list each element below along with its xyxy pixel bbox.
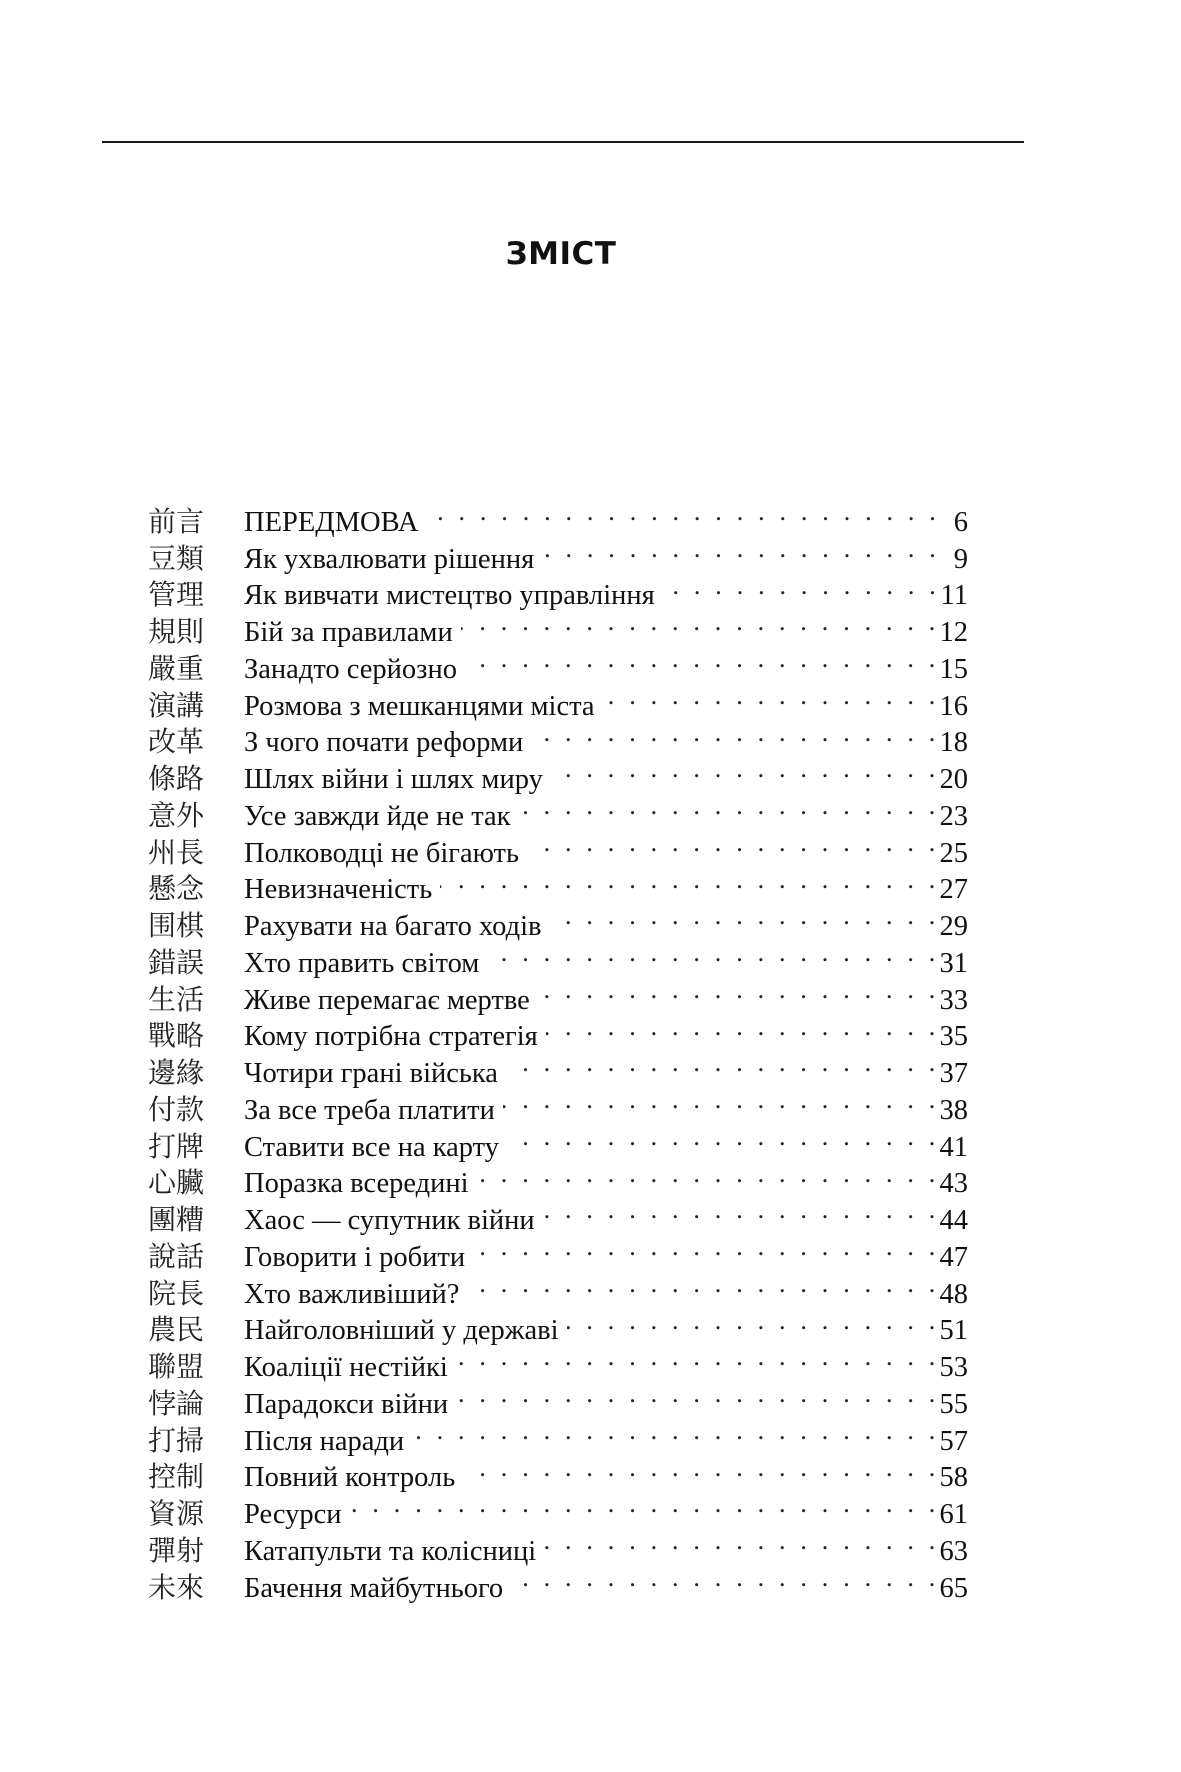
toc-entry-cjk: 規則 bbox=[148, 615, 205, 648]
toc-entry-page: 31 bbox=[939, 947, 968, 979]
toc-entry-page: 48 bbox=[939, 1278, 968, 1310]
toc-entry-page: 20 bbox=[939, 764, 968, 795]
toc-entry-title: Хто важливіший? bbox=[244, 1278, 460, 1310]
toc-entry-cjk: 彈射 bbox=[148, 1533, 205, 1567]
toc-entry-cjk: 生活 bbox=[148, 982, 205, 1016]
toc-entry-cjk: 管理 bbox=[148, 578, 205, 612]
toc-entry-page: 18 bbox=[939, 727, 968, 759]
page-title: ЗМІСТ bbox=[505, 236, 617, 272]
toc-entry-leader bbox=[519, 788, 940, 825]
toc-entry-page: 65 bbox=[939, 1572, 968, 1604]
toc-entry-cjk: 打掃 bbox=[148, 1423, 205, 1457]
toc-entry-cjk: 付款 bbox=[148, 1092, 205, 1126]
toc-entry-leader bbox=[465, 641, 940, 678]
toc-entry-cjk: 豆類 bbox=[148, 541, 205, 575]
toc-entry-cjk: 戰略 bbox=[148, 1019, 205, 1053]
toc-entry-title: Розмова з мешканцями міста bbox=[244, 690, 595, 722]
toc-entry-cjk: 嚴重 bbox=[148, 651, 205, 685]
toc-entry-cjk: 未來 bbox=[148, 1570, 205, 1604]
toc-entry-page: 29 bbox=[939, 911, 968, 942]
toc-entry-leader bbox=[426, 494, 940, 531]
toc-entry-leader bbox=[456, 1376, 939, 1413]
toc-entry-page: 6 bbox=[953, 506, 968, 538]
toc-entry-page: 47 bbox=[939, 1241, 968, 1273]
toc-entry-title: Після наради bbox=[244, 1425, 405, 1457]
toc-entry-cjk: 演講 bbox=[148, 688, 205, 722]
toc-entry-title: Шлях війни і шлях миру bbox=[244, 764, 543, 795]
toc-entry-leader bbox=[544, 1523, 939, 1560]
toc-entry-page: 38 bbox=[939, 1094, 968, 1126]
toc-entry-title: Усе завжди йде не так bbox=[244, 800, 511, 832]
toc-entry-page: 55 bbox=[939, 1388, 968, 1420]
toc-entry-leader bbox=[412, 1413, 939, 1450]
toc-entry-leader bbox=[350, 1486, 940, 1523]
toc-entry-cjk: 說話 bbox=[148, 1239, 205, 1273]
toc-entry-leader bbox=[567, 1303, 940, 1340]
toc-entry-title: Катапульти та колісниці bbox=[244, 1535, 537, 1567]
toc-entry-cjk: 農民 bbox=[148, 1313, 205, 1347]
toc-entry-cjk: 围棋 bbox=[148, 909, 205, 942]
toc-entry-cjk: 院長 bbox=[148, 1276, 205, 1310]
toc-entry-leader bbox=[440, 862, 939, 899]
toc-entry-cjk: 前言 bbox=[148, 504, 205, 538]
toc-entry-leader bbox=[543, 1192, 940, 1229]
toc-entry-title: Коаліції нестійкі bbox=[244, 1352, 448, 1383]
toc-entry-page: 27 bbox=[939, 874, 968, 906]
toc-entry-1[interactable] bbox=[148, 494, 968, 538]
toc-entry-leader bbox=[538, 972, 940, 1009]
toc-entry-page: 12 bbox=[939, 617, 968, 648]
toc-entry-page: 25 bbox=[939, 837, 968, 869]
toc-entry-title: Живе перемагає мертве bbox=[244, 984, 530, 1016]
toc-entry-title: Бачення майбутнього bbox=[244, 1572, 504, 1604]
toc-entry-leader bbox=[477, 1156, 940, 1193]
toc-entry-title: З чого почати реформи bbox=[244, 727, 524, 759]
toc-entry-title: Повний контроль bbox=[244, 1462, 456, 1494]
toc-entry-page: 11 bbox=[940, 580, 968, 612]
header-rule bbox=[102, 141, 1024, 143]
toc-entry-cjk: 懸念 bbox=[148, 872, 205, 906]
toc-entry-cjk: 改革 bbox=[148, 725, 205, 759]
toc-entry-leader bbox=[542, 531, 940, 568]
toc-entry-title: Парадокси війни bbox=[244, 1388, 449, 1420]
toc-entry-leader bbox=[467, 1266, 939, 1303]
toc-entry-leader bbox=[463, 1450, 939, 1487]
toc-entry-title: ПЕРЕДМОВА bbox=[244, 506, 419, 538]
toc-entry-cjk: 資源 bbox=[148, 1497, 205, 1530]
toc-entry-leader bbox=[551, 751, 940, 788]
toc-entry-page: 33 bbox=[939, 984, 968, 1016]
toc-entry-page: 58 bbox=[939, 1462, 968, 1494]
toc-entry-title: Поразка всередині bbox=[244, 1168, 469, 1200]
toc-entry-title: Рахувати на багато ходів bbox=[244, 911, 542, 942]
toc-entry-page: 37 bbox=[939, 1058, 968, 1089]
toc-entry-title: Хаос — супутник війни bbox=[244, 1205, 535, 1236]
toc-entry-title: Найголовніший у державі bbox=[244, 1315, 559, 1347]
toc-entry-cjk: 意外 bbox=[148, 798, 205, 832]
toc-entry-title: Хто править світом bbox=[244, 947, 480, 979]
toc-entry-page: 41 bbox=[939, 1131, 968, 1163]
toc-entry-leader bbox=[603, 678, 940, 715]
toc-entry-title: Ставити все на карту bbox=[244, 1131, 499, 1163]
toc-entry-leader bbox=[473, 1229, 939, 1266]
toc-entry-page: 44 bbox=[939, 1205, 968, 1236]
toc-entry-leader bbox=[456, 1339, 940, 1376]
toc-entry-title: Як ухвалювати рішення bbox=[244, 543, 535, 575]
toc-entry-cjk: 控制 bbox=[148, 1460, 205, 1494]
toc-entry-cjk: 聯盟 bbox=[148, 1350, 205, 1383]
toc-entry-leader bbox=[487, 935, 939, 972]
toc-entry-leader bbox=[506, 1045, 940, 1082]
toc-entry-cjk: 邊緣 bbox=[148, 1056, 205, 1089]
toc-entry-page: 35 bbox=[939, 1021, 968, 1053]
toc-entry-cjk: 錯誤 bbox=[148, 945, 205, 979]
toc-entry-leader bbox=[663, 568, 940, 605]
toc-entry-page: 63 bbox=[939, 1535, 968, 1567]
toc-entry-page: 51 bbox=[939, 1315, 968, 1347]
toc-entry-title: За все треба платити bbox=[244, 1094, 495, 1126]
toc-entry-title: Занадто серйозно bbox=[244, 653, 457, 685]
toc-entry-leader bbox=[507, 1119, 940, 1156]
toc-entry-cjk: 打牌 bbox=[148, 1129, 205, 1163]
toc-entry-page: 9 bbox=[953, 543, 968, 575]
toc-entry-page: 57 bbox=[939, 1425, 968, 1457]
toc-entry-page: 53 bbox=[939, 1352, 968, 1383]
toc-entry-leader bbox=[511, 1560, 939, 1597]
toc-entry-title: Говорити і робити bbox=[244, 1241, 466, 1273]
toc-entry-page: 15 bbox=[939, 653, 968, 685]
toc-entry-leader bbox=[531, 715, 939, 752]
toc-entry-cjk: 條路 bbox=[148, 762, 205, 795]
toc-entry-leader bbox=[503, 1082, 940, 1119]
toc-entry-title: Кому потрібна стратегія bbox=[244, 1021, 538, 1053]
toc-entry-title: Ресурси bbox=[244, 1499, 342, 1530]
toc-entry-page: 61 bbox=[939, 1499, 968, 1530]
table-of-contents bbox=[148, 494, 968, 1604]
toc-entry-cjk: 團糟 bbox=[148, 1203, 205, 1236]
toc-entry-leader bbox=[461, 604, 940, 641]
toc-entry-page: 23 bbox=[939, 800, 968, 832]
toc-entry-title: Бій за правилами bbox=[244, 617, 453, 648]
toc-entry-title: Полководці не бігають bbox=[244, 837, 519, 869]
toc-entry-title: Як вивчати мистецтво управління bbox=[244, 580, 655, 612]
toc-entry-title: Невизначеність bbox=[244, 874, 433, 906]
toc-entry-page: 16 bbox=[939, 690, 968, 722]
toc-entry-leader bbox=[546, 1009, 940, 1046]
toc-entry-cjk: 心臟 bbox=[148, 1166, 205, 1200]
toc-entry-page: 43 bbox=[939, 1168, 968, 1200]
toc-entry-cjk: 州長 bbox=[148, 835, 205, 869]
toc-entry-title: Чотири грані війська bbox=[244, 1058, 498, 1089]
toc-entry-leader bbox=[549, 898, 939, 935]
toc-entry-cjk: 悖論 bbox=[148, 1386, 205, 1420]
toc-entry-leader bbox=[527, 825, 940, 862]
